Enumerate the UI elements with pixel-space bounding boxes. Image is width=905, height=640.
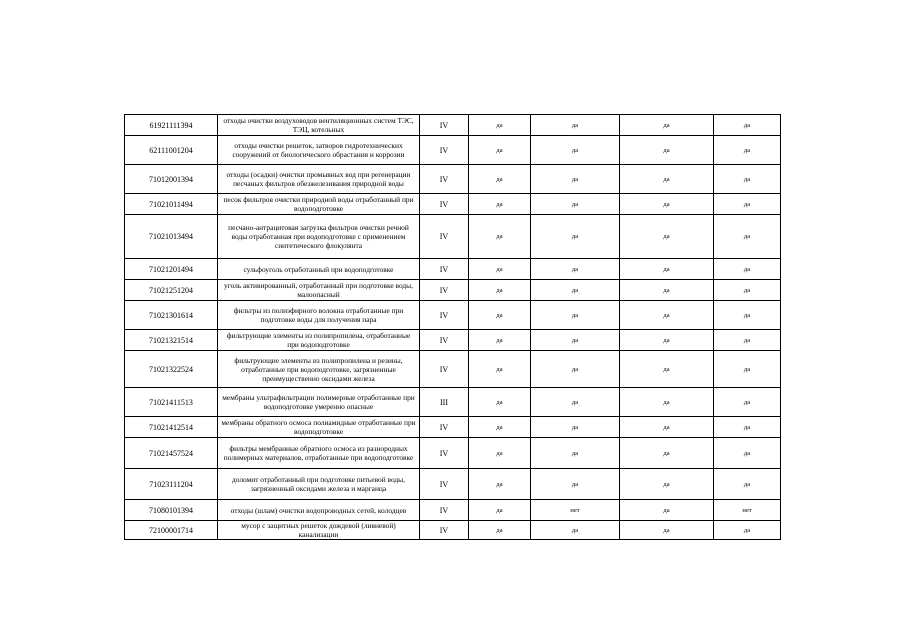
waste-name-cell: фильтрующие элементы из полипропилена, отработанные при водоподготовке	[218, 330, 420, 351]
flag-cell-3: да	[620, 301, 714, 330]
flag-cell-2: да	[531, 388, 620, 417]
hazard-class-cell: IV	[420, 165, 469, 194]
hazard-class-cell: IV	[420, 351, 469, 388]
waste-code-cell: 71021011494	[125, 194, 218, 215]
flag-cell-3: да	[620, 215, 714, 259]
flag-cell-2: да	[531, 521, 620, 540]
flag-cell-4: да	[714, 115, 781, 136]
flag-cell-2: да	[531, 259, 620, 280]
flag-cell-2: да	[531, 351, 620, 388]
waste-code-cell: 71021457524	[125, 438, 218, 469]
table-row	[125, 417, 781, 438]
flag-cell-4: да	[714, 280, 781, 301]
flag-cell-4: да	[714, 388, 781, 417]
flag-cell-3: да	[620, 521, 714, 540]
hazard-class-cell: III	[420, 388, 469, 417]
hazard-class-cell: IV	[420, 194, 469, 215]
waste-code-cell: 71021321514	[125, 330, 218, 351]
flag-cell-4: да	[714, 165, 781, 194]
hazard-class-cell: IV	[420, 259, 469, 280]
flag-cell-3: да	[620, 469, 714, 500]
flag-cell-2: да	[531, 115, 620, 136]
table-row	[125, 115, 781, 136]
flag-cell-4: да	[714, 136, 781, 165]
table-row	[125, 330, 781, 351]
flag-cell-3: да	[620, 330, 714, 351]
flag-cell-2: да	[531, 438, 620, 469]
table-row	[125, 469, 781, 500]
waste-name-cell: отходы (осадки) очистки промывных вод при регенерации песчаных фильтров обезжелезивания природной воды	[218, 165, 420, 194]
waste-name-cell: уголь активированный, отработанный при подготовке воды, малоопасный	[218, 280, 420, 301]
flag-cell-4: да	[714, 194, 781, 215]
table-row	[125, 136, 781, 165]
hazard-class-cell: IV	[420, 115, 469, 136]
waste-code-cell: 71021301614	[125, 301, 218, 330]
waste-name-cell: мембраны ультрафильтрации полимерные отработанные при водоподготовке умеренно опасные	[218, 388, 420, 417]
flag-cell-1: да	[469, 280, 531, 301]
waste-code-cell: 61921111394	[125, 115, 218, 136]
flag-cell-3: да	[620, 417, 714, 438]
hazard-class-cell: IV	[420, 521, 469, 540]
flag-cell-2: да	[531, 136, 620, 165]
flag-cell-4: да	[714, 438, 781, 469]
waste-name-cell: отходы очистки решеток, затворов гидротехнических сооружений от биологического обрастания и коррозии	[218, 136, 420, 165]
flag-cell-1: да	[469, 136, 531, 165]
waste-name-cell: мембраны обратного осмоса полиамидные отработанные при водоподготовке	[218, 417, 420, 438]
waste-name-cell: песчано-антрацитовая загрузка фильтров очистки речной воды отработанная при водоподготовке с применением синтетического флокулянта	[218, 215, 420, 259]
flag-cell-2: да	[531, 301, 620, 330]
table-row	[125, 388, 781, 417]
table-row	[125, 259, 781, 280]
flag-cell-4: да	[714, 521, 781, 540]
flag-cell-1: да	[469, 301, 531, 330]
hazard-class-cell: IV	[420, 136, 469, 165]
waste-code-cell: 71021013494	[125, 215, 218, 259]
flag-cell-3: да	[620, 165, 714, 194]
waste-code-cell: 71021411513	[125, 388, 218, 417]
flag-cell-1: да	[469, 521, 531, 540]
flag-cell-1: да	[469, 469, 531, 500]
flag-cell-2: да	[531, 215, 620, 259]
waste-code-cell: 72100001714	[125, 521, 218, 540]
table-row	[125, 280, 781, 301]
waste-code-cell: 71021322524	[125, 351, 218, 388]
waste-name-cell: отходы (шлам) очистки водопроводных сетей, колодцев	[218, 500, 420, 521]
hazard-class-cell: IV	[420, 438, 469, 469]
flag-cell-4: да	[714, 301, 781, 330]
flag-cell-1: да	[469, 417, 531, 438]
table-row	[125, 215, 781, 259]
waste-name-cell: доломит отработанный при подготовке питьевой воды, загрязненный оксидами железа и марганца	[218, 469, 420, 500]
waste-code-cell: 71012001394	[125, 165, 218, 194]
hazard-class-cell: IV	[420, 469, 469, 500]
flag-cell-1: да	[469, 438, 531, 469]
flag-cell-3: да	[620, 388, 714, 417]
hazard-class-cell: IV	[420, 215, 469, 259]
flag-cell-3: да	[620, 136, 714, 165]
hazard-class-cell: IV	[420, 301, 469, 330]
flag-cell-2: нет	[531, 500, 620, 521]
waste-table	[124, 114, 781, 540]
waste-code-cell: 71021412514	[125, 417, 218, 438]
flag-cell-1: да	[469, 388, 531, 417]
flag-cell-3: да	[620, 194, 714, 215]
flag-cell-2: да	[531, 194, 620, 215]
table-row	[125, 194, 781, 215]
flag-cell-4: нет	[714, 500, 781, 521]
flag-cell-1: да	[469, 500, 531, 521]
flag-cell-1: да	[469, 351, 531, 388]
flag-cell-2: да	[531, 165, 620, 194]
table-body	[125, 115, 781, 540]
table-row	[125, 521, 781, 540]
waste-name-cell: фильтры мембранные обратного осмоса из разнородных полимерных материалов, отработанные при водоподготовке	[218, 438, 420, 469]
waste-name-cell: отходы очистки воздуховодов вентиляционных систем ТЭС, ТЭЦ, котельных	[218, 115, 420, 136]
flag-cell-3: да	[620, 500, 714, 521]
flag-cell-3: да	[620, 280, 714, 301]
flag-cell-1: да	[469, 330, 531, 351]
flag-cell-3: да	[620, 438, 714, 469]
flag-cell-1: да	[469, 115, 531, 136]
table-row	[125, 351, 781, 388]
waste-code-cell: 71080101394	[125, 500, 218, 521]
waste-code-cell: 62111001204	[125, 136, 218, 165]
flag-cell-3: да	[620, 259, 714, 280]
flag-cell-4: да	[714, 215, 781, 259]
flag-cell-2: да	[531, 330, 620, 351]
waste-code-cell: 71021251204	[125, 280, 218, 301]
hazard-class-cell: IV	[420, 417, 469, 438]
flag-cell-4: да	[714, 259, 781, 280]
flag-cell-2: да	[531, 417, 620, 438]
hazard-class-cell: IV	[420, 280, 469, 301]
flag-cell-1: да	[469, 259, 531, 280]
flag-cell-2: да	[531, 280, 620, 301]
flag-cell-4: да	[714, 469, 781, 500]
flag-cell-1: да	[469, 194, 531, 215]
waste-code-cell: 71023111204	[125, 469, 218, 500]
table-row	[125, 500, 781, 521]
hazard-class-cell: IV	[420, 330, 469, 351]
flag-cell-4: да	[714, 330, 781, 351]
waste-name-cell: мусор с защитных решеток дождевой (ливневой) канализации	[218, 521, 420, 540]
flag-cell-1: да	[469, 215, 531, 259]
table-row	[125, 438, 781, 469]
flag-cell-1: да	[469, 165, 531, 194]
waste-name-cell: фильтры из полиэфирного волокна отработанные при подготовке воды для получения пара	[218, 301, 420, 330]
hazard-class-cell: IV	[420, 500, 469, 521]
flag-cell-4: да	[714, 417, 781, 438]
table-row	[125, 165, 781, 194]
flag-cell-4: да	[714, 351, 781, 388]
table-row	[125, 301, 781, 330]
waste-name-cell: песок фильтров очистки природной воды отработанный при водоподготовке	[218, 194, 420, 215]
flag-cell-3: да	[620, 115, 714, 136]
flag-cell-2: да	[531, 469, 620, 500]
waste-name-cell: фильтрующие элементы из полипропилена и резины, отработанные при водоподготовке, загрязненные преимущественно оксидами железа	[218, 351, 420, 388]
flag-cell-3: да	[620, 351, 714, 388]
waste-code-cell: 71021201494	[125, 259, 218, 280]
waste-name-cell: сульфоуголь отработанный при водоподготовке	[218, 259, 420, 280]
